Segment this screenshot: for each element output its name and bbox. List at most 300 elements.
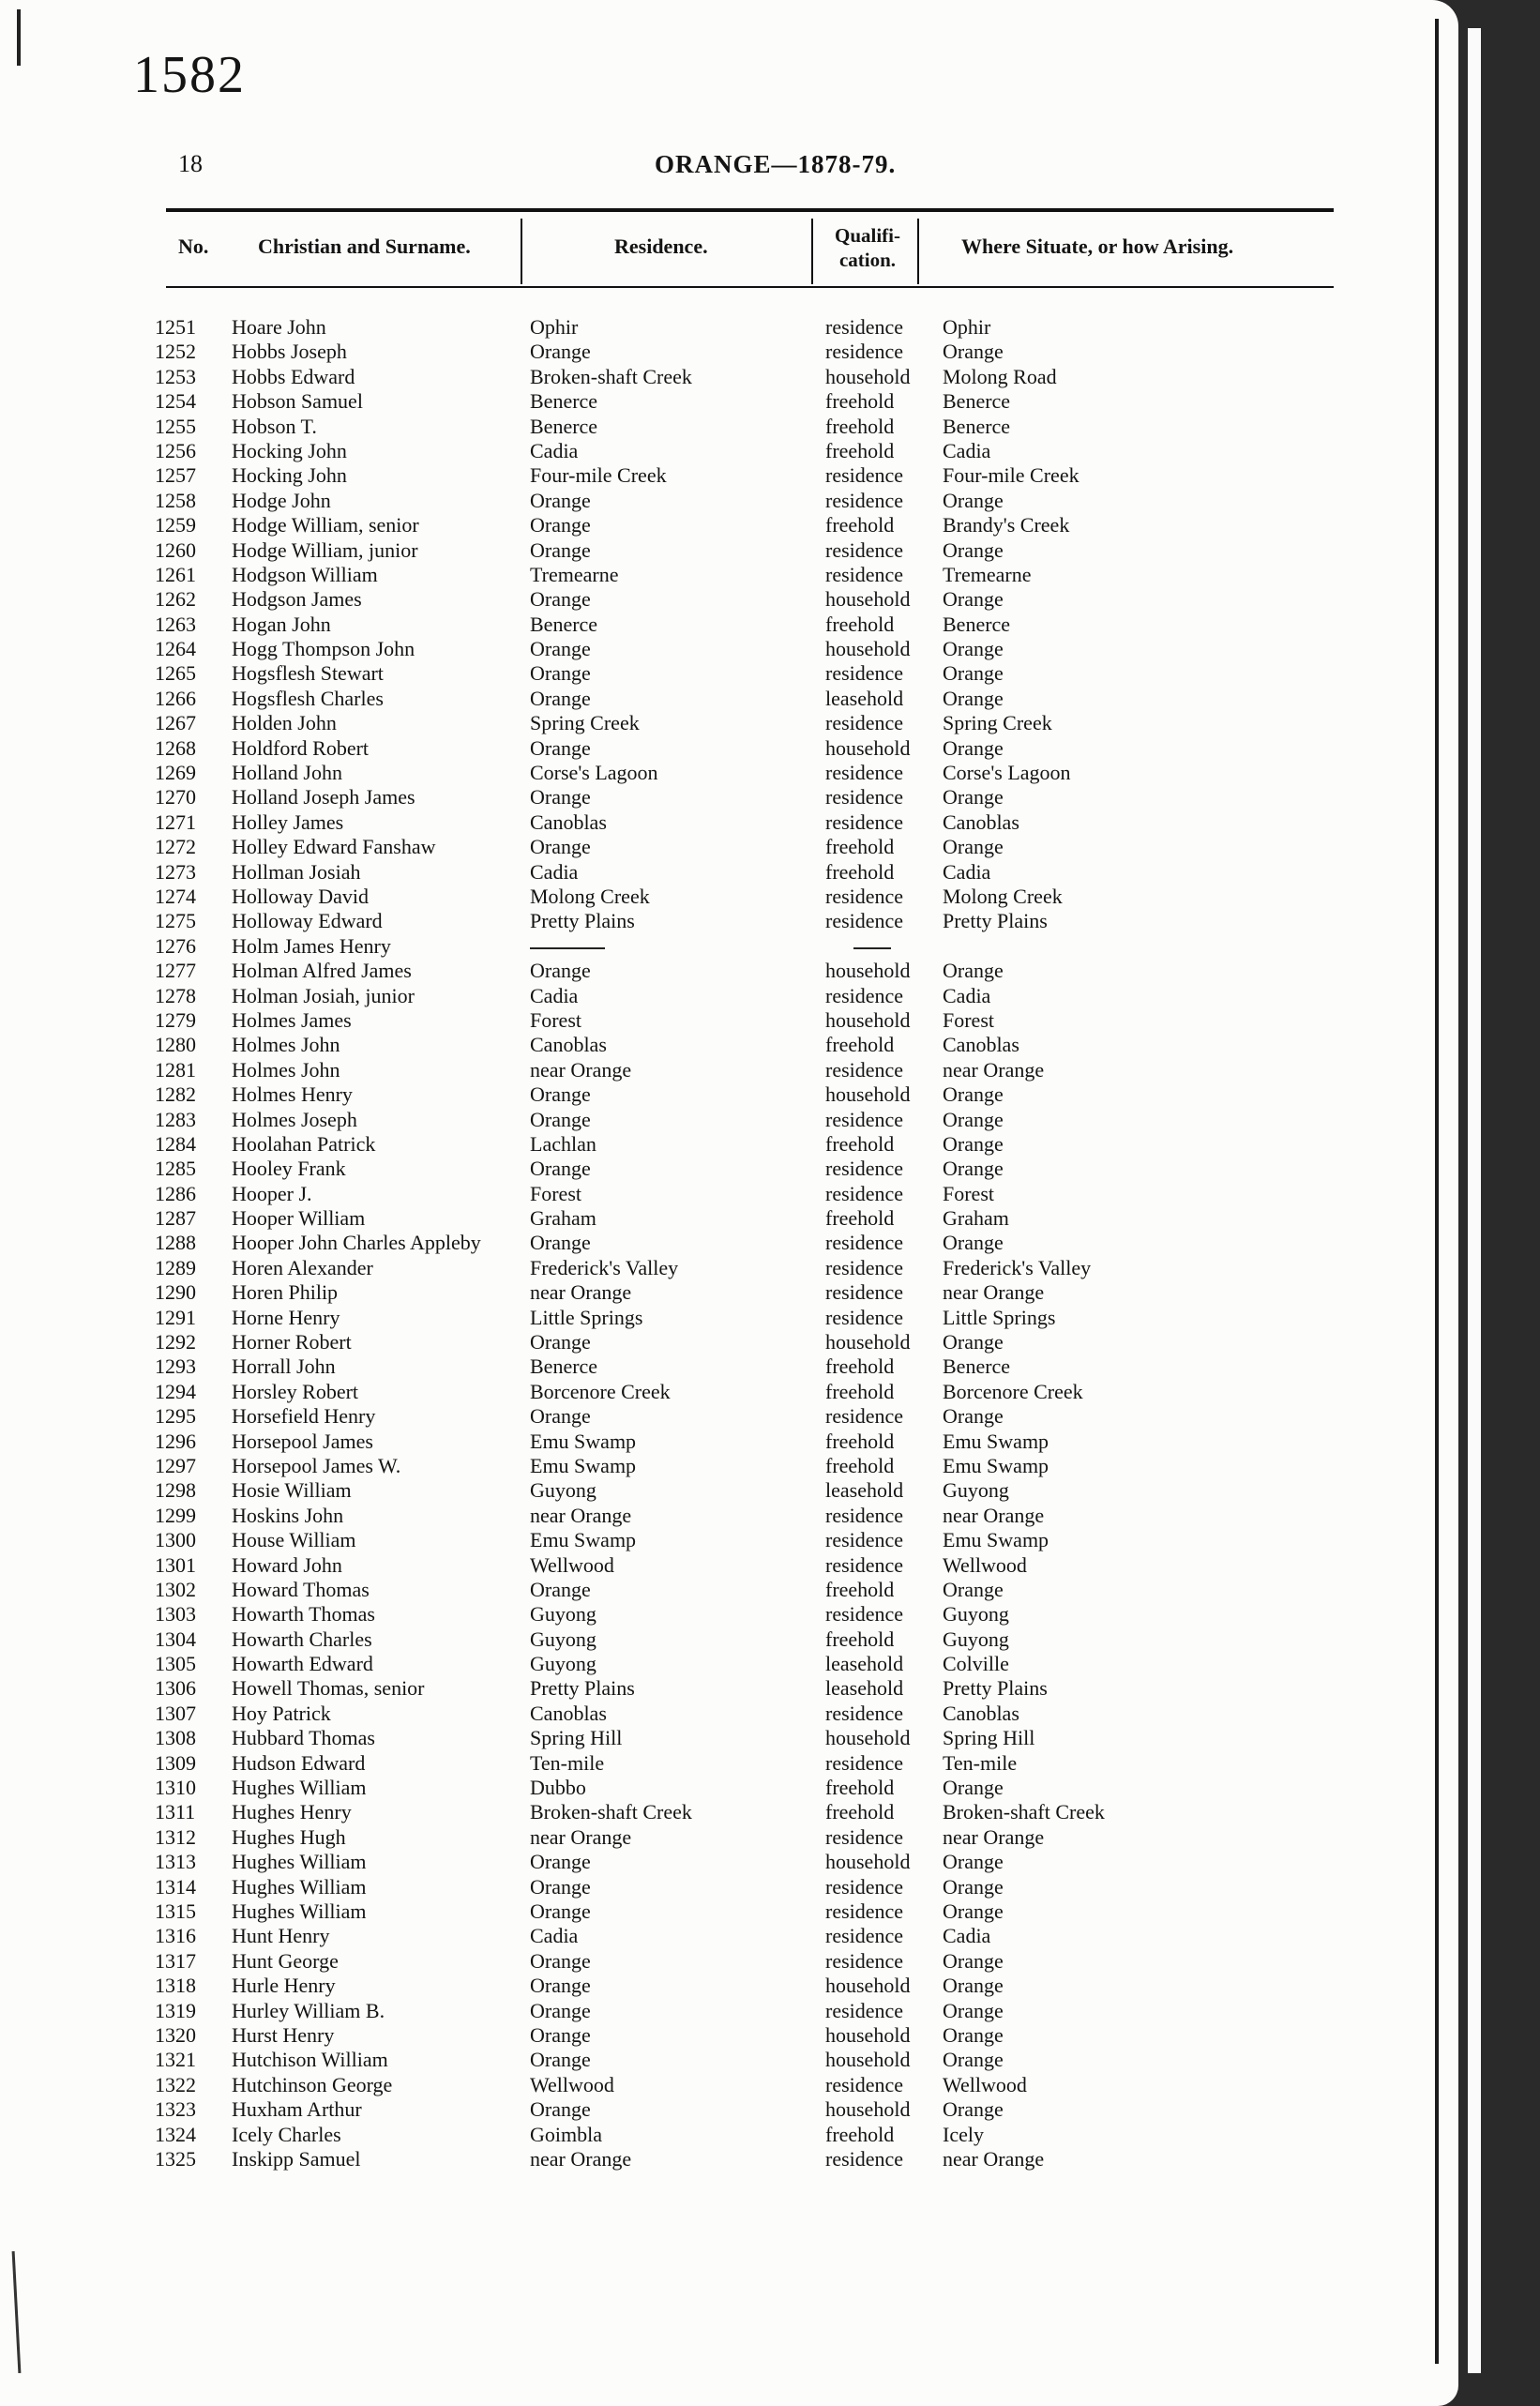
entry-qualification: residence [825,488,904,512]
entry-residence: Emu Swamp [530,1429,637,1453]
table-row [0,661,1444,686]
entry-residence: Dubbo [530,1776,586,1800]
table-row [0,1330,1444,1354]
entry-number: 1314 [155,1874,196,1899]
entry-name: Holden John [232,711,337,735]
entry-number: 1307 [155,1701,196,1725]
entry-where: near Orange [943,2146,1045,2171]
table-row [0,340,1444,364]
entry-qualification: freehold [825,1429,895,1453]
entry-name: Hoare John [232,315,326,339]
entry-where: Benerce [943,612,1011,636]
entry-qualification: residence [825,340,904,364]
entry-qualification: household [825,1330,911,1354]
entry-qualification: residence [825,1602,904,1627]
entry-residence: Graham [530,1206,596,1231]
entry-qualification: residence [825,1181,904,1205]
entry-residence: Little Springs [530,1305,643,1329]
entry-qualification: household [825,637,911,661]
entry-qualification: residence [825,537,904,562]
table-row [0,1008,1444,1033]
entry-where: Orange [943,661,1004,686]
table-row [0,1924,1444,1948]
entry-number: 1302 [155,1577,196,1601]
table-row [0,1231,1444,1255]
entry-number: 1274 [155,884,196,908]
entry-where: Emu Swamp [943,1429,1049,1453]
entry-qualification: household [825,2022,911,2047]
entry-name: Howell Thomas, senior [232,1676,425,1701]
entry-qualification: leasehold [825,1478,904,1503]
table-row [0,389,1444,414]
entry-name: House William [232,1528,356,1552]
entry-number: 1297 [155,1453,196,1477]
entry-name: Holley James [232,810,344,834]
entry-residence: Cadia [530,859,579,884]
entry-qualification: freehold [825,1379,895,1403]
table-row [0,736,1444,761]
entry-where: Guyong [943,1478,1009,1503]
entry-number: 1317 [155,1948,196,1973]
entry-qualification: leasehold [825,686,904,710]
entry-number: 1288 [155,1231,196,1255]
entry-number: 1283 [155,1107,196,1131]
entry-qualification: residence [825,1255,904,1279]
entry-name: Hodge William, junior [232,537,418,562]
entry-where: Orange [943,1874,1004,1899]
table-row [0,2123,1444,2147]
entry-residence: Cadia [530,983,579,1007]
entry-name: Hughes William [232,1899,367,1923]
table-row [0,1478,1444,1503]
entry-name: Hutchinson George [232,2072,393,2096]
entry-name: Hooley Frank [232,1157,346,1181]
entry-residence: Orange [530,686,591,710]
entry-residence: Orange [530,587,591,612]
table-row [0,934,1444,959]
entry-where: Orange [943,1577,1004,1601]
entry-name: Horner Robert [232,1330,352,1354]
table-row [0,1974,1444,1998]
table-row [0,1776,1444,1800]
entry-number: 1311 [155,1800,196,1824]
entry-residence: Guyong [530,1478,596,1503]
entry-number: 1322 [155,2072,196,2096]
entry-name: Hogsflesh Stewart [232,661,384,686]
entry-number: 1294 [155,1379,196,1403]
entry-where: Corse's Lagoon [943,761,1071,785]
entry-where: Orange [943,488,1004,512]
entry-name: Hodgson James [232,587,362,612]
entry-name: Holman Josiah, junior [232,983,415,1007]
folio-stamp: 1582 [133,46,246,104]
entry-where: near Orange [943,1503,1045,1527]
entry-name: Holm James Henry [232,933,391,958]
entry-name: Hollman Josiah [232,859,361,884]
entry-name: Holmes Joseph [232,1107,357,1131]
entry-residence: Pretty Plains [530,909,635,933]
entry-number: 1318 [155,1974,196,1998]
entry-name: Hudson Edward [232,1750,366,1775]
entry-name: Horsepool James [232,1429,373,1453]
entry-name: Holmes John [232,1057,340,1082]
entry-name: Hurley William B. [232,1998,385,2022]
entry-qualification: household [825,735,911,760]
entry-qualification: residence [825,315,904,339]
entry-name: Horrall John [232,1354,336,1379]
entry-where: Spring Hill [943,1726,1035,1750]
entry-number: 1262 [155,587,196,612]
table-row [0,1256,1444,1280]
entry-where: Graham [943,1206,1009,1231]
header-divider [811,219,813,284]
entry-residence: Orange [530,1404,591,1429]
entry-number: 1289 [155,1255,196,1279]
entry-residence: Orange [530,661,591,686]
table-row [0,415,1444,439]
entry-residence: Benerce [530,612,598,636]
entry-residence: Orange [530,1850,591,1874]
entry-number: 1257 [155,463,196,488]
entry-number: 1268 [155,735,196,760]
entry-residence: Goimbla [530,2122,602,2146]
entry-qualification: residence [825,909,904,933]
entry-qualification: household [825,1974,911,1998]
entry-where: Emu Swamp [943,1528,1049,1552]
entry-residence: Canoblas [530,1033,607,1057]
entry-qualification: freehold [825,389,895,414]
entry-qualification: household [825,1726,911,1750]
entry-residence: Orange [530,1107,591,1131]
entry-name: Holman Alfred James [232,959,412,983]
entry-qualification: residence [825,884,904,908]
entry-name: Hooper John Charles Appleby [232,1231,481,1255]
entry-number: 1261 [155,562,196,586]
entry-name: Inskipp Samuel [232,2146,361,2171]
entry-name: Holland Joseph James [232,785,415,810]
entry-residence: Orange [530,1998,591,2022]
entry-where: Pretty Plains [943,909,1048,933]
entry-name: Holmes Henry [232,1082,353,1107]
entry-name: Hogan John [232,612,331,636]
entry-where: Cadia [943,1924,991,1948]
entry-qualification: leasehold [825,1676,904,1701]
entry-residence: Orange [530,1157,591,1181]
table-row [0,1899,1444,1924]
entry-qualification: leasehold [825,1652,904,1676]
table-row [0,1751,1444,1776]
entry-name: Howard Thomas [232,1577,370,1601]
entry-where: Canoblas [943,1033,1019,1057]
entry-number: 1267 [155,711,196,735]
table-row [0,587,1444,612]
entry-name: Hurle Henry [232,1974,336,1998]
entry-where: Orange [943,1998,1004,2022]
entry-qualification: residence [825,1528,904,1552]
entry-where: near Orange [943,1057,1045,1082]
entry-number: 1306 [155,1676,196,1701]
entry-qualification: residence [825,711,904,735]
entry-where: Orange [943,2097,1004,2122]
entry-name: Hogg Thompson John [232,637,415,661]
entry-where: Orange [943,686,1004,710]
entry-number: 1292 [155,1330,196,1354]
entry-name: Holland John [232,761,342,785]
entry-number: 1253 [155,364,196,388]
table-row [0,2048,1444,2072]
table-row [0,1058,1444,1082]
entry-qualification: freehold [825,1453,895,1477]
entry-where: Wellwood [943,2072,1027,2096]
entry-name: Horen Alexander [232,1255,373,1279]
entry-name: Howard John [232,1552,342,1577]
table-row [0,1825,1444,1850]
entry-where: Little Springs [943,1305,1056,1329]
entry-number: 1303 [155,1602,196,1627]
entry-where: Colville [943,1652,1009,1676]
binding-mark [17,9,21,66]
entry-name: Hocking John [232,438,347,462]
entry-number: 1315 [155,1899,196,1923]
table-row [0,761,1444,785]
entry-qualification: residence [825,1404,904,1429]
entry-residence: Guyong [530,1627,596,1651]
entry-qualification: residence [825,1305,904,1329]
entry-qualification: freehold [825,513,895,537]
table-row [0,1553,1444,1578]
entry-residence: Forest [530,1007,581,1032]
entry-residence: Orange [530,1974,591,1998]
entry-number: 1287 [155,1206,196,1231]
entry-name: Hodgson William [232,562,378,586]
entry-name: Hoy Patrick [232,1701,331,1725]
entry-residence: Orange [530,1082,591,1107]
entry-residence: Orange [530,735,591,760]
entry-qualification: residence [825,1503,904,1527]
table-row [0,1132,1444,1157]
entry-qualification: residence [825,761,904,785]
entry-residence: Canoblas [530,1701,607,1725]
entry-residence: Wellwood [530,2072,614,2096]
entry-name: Horen Philip [232,1280,339,1305]
entry-number: 1290 [155,1280,196,1305]
table-row [0,563,1444,587]
entry-qualification: freehold [825,859,895,884]
entry-residence: Ophir [530,315,579,339]
entry-residence: Orange [530,835,591,859]
entry-name: Hoolahan Patrick [232,1131,376,1156]
entry-name: Hobson Samuel [232,389,363,414]
entry-residence: Guyong [530,1652,596,1676]
entry-qualification: residence [825,1998,904,2022]
entry-where: Spring Creek [943,711,1052,735]
entry-residence: near Orange [530,1824,632,1849]
table-row [0,613,1444,637]
entry-name: Hobson T. [232,414,317,438]
entry-where: Canoblas [943,1701,1019,1725]
header-qualification [825,223,910,272]
entry-residence: Orange [530,513,591,537]
entry-number: 1293 [155,1354,196,1379]
entry-name: Hoskins John [232,1503,344,1527]
table-row [0,1108,1444,1132]
entry-qualification: residence [825,1824,904,1849]
entry-number: 1263 [155,612,196,636]
entry-name: Icely Charles [232,2122,341,2146]
entry-name: Howarth Edward [232,1652,373,1676]
entry-where: Orange [943,537,1004,562]
entry-number: 1298 [155,1478,196,1503]
entry-residence: Orange [530,1948,591,1973]
table-row [0,860,1444,885]
entry-where: Ten-mile [943,1750,1018,1775]
entry-name: Huxham Arthur [232,2097,362,2122]
entry-number: 1300 [155,1528,196,1552]
table-row [0,1280,1444,1305]
entry-where: Emu Swamp [943,1453,1049,1477]
entry-name: Hooper William [232,1206,366,1231]
table-row [0,463,1444,488]
entry-qualification: freehold [825,1627,895,1651]
entry-residence: Orange [530,1577,591,1601]
entry-where: Pretty Plains [943,1676,1048,1701]
entry-qualification: residence [825,1948,904,1973]
entry-number: 1323 [155,2097,196,2122]
table-row [0,1354,1444,1379]
entry-number: 1312 [155,1824,196,1849]
header-divider [917,219,919,284]
entry-residence: Pretty Plains [530,1676,635,1701]
entry-residence: Benerce [530,414,598,438]
entry-number: 1251 [155,315,196,339]
table-row [0,2073,1444,2097]
entry-name: Horsepool James W. [232,1453,401,1477]
entry-residence: Orange [530,1899,591,1923]
entry-where: Tremearne [943,562,1032,586]
entry-qualification: household [825,959,911,983]
entry-number: 1270 [155,785,196,810]
entry-name: Hocking John [232,463,347,488]
header-where: Where Situate, or how Arising. [961,235,1234,258]
entry-name: Hughes Hugh [232,1824,346,1849]
entry-where: Orange [943,735,1004,760]
entry-qualification: residence [825,983,904,1007]
table-row [0,1800,1444,1824]
entry-residence: Orange [530,1874,591,1899]
entry-qualification: household [825,2097,911,2122]
entry-qualification: freehold [825,1577,895,1601]
entry-name: Howarth Charles [232,1627,372,1651]
table-row [0,785,1444,810]
entry-qualification: freehold [825,438,895,462]
header-residence: Residence. [614,235,708,258]
entry-name: Hurst Henry [232,2022,335,2047]
entry-qualification: household [825,1082,911,1107]
entry-name: Horsley Robert [232,1379,359,1403]
entry-number: 1305 [155,1652,196,1676]
table-row [0,687,1444,711]
entry-where: Wellwood [943,1552,1027,1577]
table-row [0,1404,1444,1429]
entry-where: Orange [943,959,1004,983]
table-row [0,1306,1444,1330]
entry-number: 1259 [155,513,196,537]
entry-qualification: residence [825,1924,904,1948]
page-number: 18 [178,150,203,177]
entry-residence: Emu Swamp [530,1453,637,1477]
entry-residence: Molong Creek [530,884,650,908]
entry-where: Orange [943,1404,1004,1429]
entry-residence [530,934,605,959]
entry-name: Hodge William, senior [232,513,419,537]
entry-where: Forest [943,1007,994,1032]
entry-where: Orange [943,1974,1004,1998]
table-row [0,1850,1444,1874]
entry-where: Orange [943,785,1004,810]
entry-name: Holloway Edward [232,909,383,933]
header-rule-bottom [166,286,1334,288]
table-row [0,1999,1444,2023]
entry-where: Benerce [943,414,1011,438]
entry-number: 1273 [155,859,196,884]
entry-number: 1277 [155,959,196,983]
entry-number: 1280 [155,1033,196,1057]
entry-number: 1281 [155,1057,196,1082]
entry-name: Hughes William [232,1776,367,1800]
blank-dash [853,947,891,949]
table-row [0,439,1444,463]
entry-residence: Forest [530,1181,581,1205]
entry-number: 1272 [155,835,196,859]
table-row [0,1602,1444,1627]
entry-where: Orange [943,2048,1004,2072]
entry-where: Orange [943,1850,1004,1874]
table-row [0,1206,1444,1231]
blank-dash [530,947,605,949]
table-row [0,810,1444,835]
entry-number: 1313 [155,1850,196,1874]
entry-residence: Spring Hill [530,1726,623,1750]
entry-where: Cadia [943,859,991,884]
entry-qualification: residence [825,562,904,586]
entry-name: Hosie William [232,1478,352,1503]
entry-name: Hooper J. [232,1181,312,1205]
table-row [0,885,1444,909]
entry-qualification: residence [825,810,904,834]
table-row [0,1726,1444,1750]
entry-residence: Cadia [530,1924,579,1948]
table-row [0,2097,1444,2122]
entry-number: 1319 [155,1998,196,2022]
entry-number: 1310 [155,1776,196,1800]
entry-number: 1258 [155,488,196,512]
entry-where: Orange [943,1330,1004,1354]
entry-where: Borcenore Creek [943,1379,1083,1403]
entry-residence: Orange [530,2022,591,2047]
entry-where: Cadia [943,983,991,1007]
entry-name: Hobbs Joseph [232,340,347,364]
entry-name: Hughes William [232,1874,367,1899]
running-head: ORANGE—1878-79. [655,150,897,178]
entry-number: 1325 [155,2146,196,2171]
entry-number: 1282 [155,1082,196,1107]
entry-residence: Orange [530,2048,591,2072]
entry-qualification [825,934,891,959]
entry-number: 1266 [155,686,196,710]
entry-where: Orange [943,835,1004,859]
entry-where: Orange [943,1948,1004,1973]
table-row [0,1454,1444,1478]
